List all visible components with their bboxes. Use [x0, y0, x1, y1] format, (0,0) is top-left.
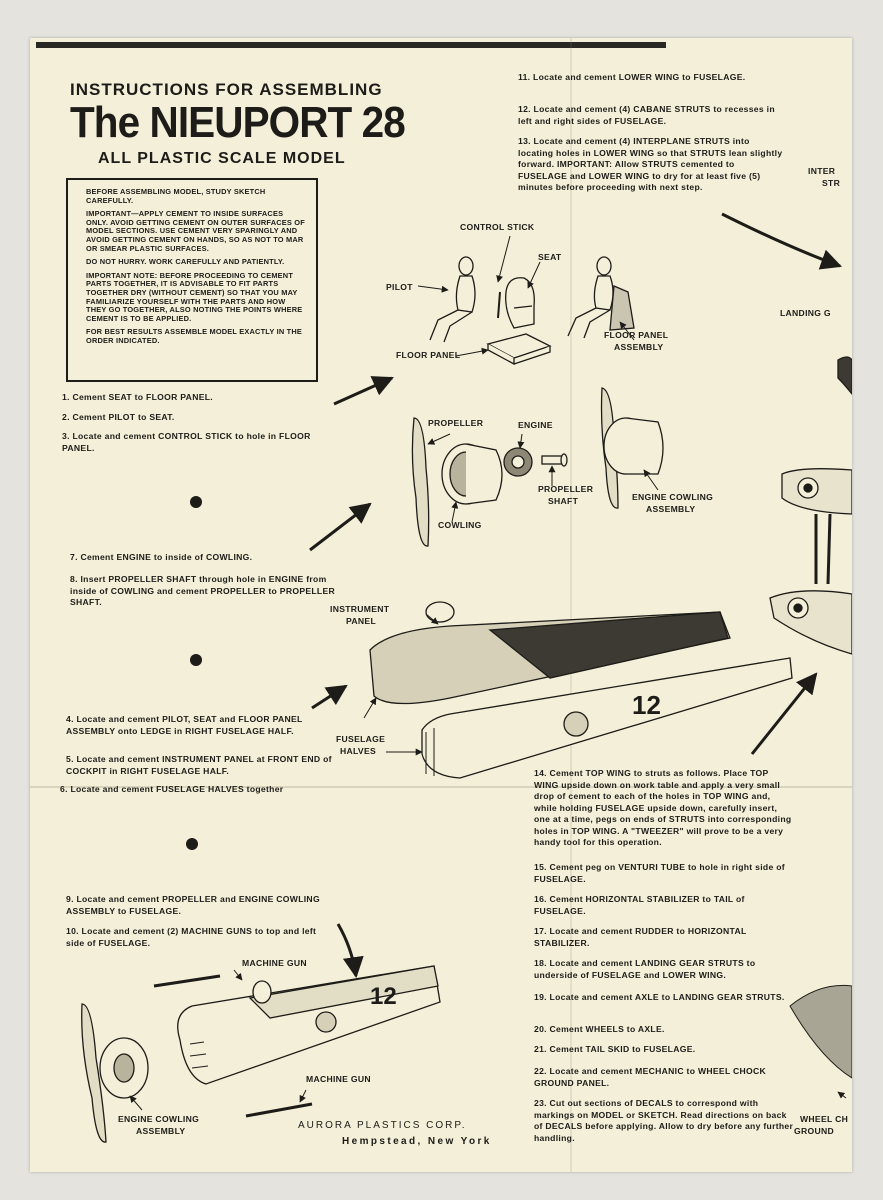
label-pilot: PILOT [386, 282, 413, 292]
page-title: The NIEUPORT 28 [70, 98, 405, 147]
assembly-illustrations [30, 38, 852, 1172]
step-18: 18. Locate and cement LANDING GEAR STRUTS to underside of FUSELAGE and LOWER WING. [534, 958, 756, 980]
sequence-arrow [338, 924, 356, 976]
note-paragraph: BEFORE ASSEMBLING MODEL, STUDY SKETCH CAREFULLY. [86, 187, 266, 205]
step-9: 9. Locate and cement PROPELLER and ENGINE COWLING ASSEMBLY to FUSELAGE. [66, 894, 320, 916]
biplane-partial [770, 357, 852, 654]
label-wheel-ch-cut-2: GROUND [794, 1126, 834, 1136]
sequence-arrow [312, 686, 346, 708]
engine-cowling-assembly [602, 388, 664, 508]
step-22: 22. Locate and cement MECHANIC to WHEEL CHOCK GROUND PANEL. [534, 1066, 767, 1088]
company-address: Hempstead, New York [342, 1136, 492, 1147]
label-instrument-panel: INSTRUMENT [330, 604, 390, 614]
label-propeller: PROPELLER [428, 418, 484, 428]
step-5: 5. Locate and cement INSTRUMENT PANEL at FRONT END of COCKPIT in RIGHT FUSELAGE HALF. [66, 754, 332, 776]
label-inter-cut-2: STR [822, 178, 841, 188]
floor-panel [488, 334, 550, 364]
completed-fuselage [178, 966, 440, 1084]
step-21: 21. Cement TAIL SKID to FUSELAGE. [534, 1044, 696, 1054]
label-cowling: COWLING [438, 520, 482, 530]
step-19: 19. Locate and cement AXLE to LANDING GEAR STRUTS. [534, 992, 785, 1002]
step-7: 7. Cement ENGINE to inside of COWLING. [70, 552, 253, 562]
step-1: 1. Cement SEAT to FLOOR PANEL. [62, 392, 213, 402]
label-engine-cowling-2: ASSEMBLY [646, 504, 696, 514]
sequence-arrow [334, 378, 392, 404]
step-8: 8. Insert PROPELLER SHAFT through hole in ENGINE from inside of COWLING and cement PROPELLER to PROPELLER SHAFT. [70, 574, 336, 607]
note-paragraph: IMPORTANT NOTE: BEFORE PROCEEDING TO CEMENT PARTS TOGETHER, IT IS ADVISABLE TO FIT PARTS TOGETHER DRY (WITHOUT CEMENT) SO THAT YOU MAY FAMILIARIZE YOURSELF WITH THE PARTS AND HOW THEY GO TOGETHER, ALSO NOTING THE POINTS WHERE CEMENT IS TO BE APPLIED. [86, 270, 303, 323]
step-13: 13. Locate and cement (4) INTERPLANE STRUTS into locating holes in LOWER WING so that STRUTS lean slightly forward. IMPORTANT: Allow STRUTS cemented to FUSELAGE and LOWER WING to dry for at least five (5) minutes before proceeding with next step. [518, 136, 783, 192]
label-machine-gun-bottom: MACHINE GUN [306, 1074, 371, 1084]
step-3: 3. Locate and cement CONTROL STICK to hole in FLOOR PANEL. [62, 431, 311, 453]
label-landing-g-cut: LANDING G [780, 308, 831, 318]
note-paragraph: FOR BEST RESULTS ASSEMBLE MODEL EXACTLY IN THE ORDER INDICATED. [86, 327, 303, 345]
label-floor-panel-assembly-2: ASSEMBLY [614, 342, 664, 352]
label-floor-panel: FLOOR PANEL [396, 350, 461, 360]
sequence-arrow [722, 214, 840, 266]
propeller [412, 418, 428, 546]
label-engine-cowling-bottom: ENGINE COWLING [118, 1114, 200, 1124]
propeller-shaft [542, 454, 567, 466]
step-20: 20. Cement WHEELS to AXLE. [534, 1024, 665, 1034]
label-fuselage-halves: FUSELAGE [336, 734, 386, 744]
label-machine-gun-top: MACHINE GUN [242, 958, 307, 968]
label-seat: SEAT [538, 252, 562, 262]
label-floor-panel-assembly: FLOOR PANEL [604, 330, 669, 340]
fuselage-halves [370, 602, 792, 778]
label-fuselage-halves-2: HALVES [340, 746, 377, 756]
step-23: 23. Cut out sections of DECALS to correspond with markings on MODEL or SKETCH. Read directions on back of DECALS before applying. Allow to dry before any further handling. [534, 1098, 794, 1143]
label-wheel-ch-cut: WHEEL CH [800, 1114, 849, 1124]
page-subtitle: ALL PLASTIC SCALE MODEL [98, 150, 346, 167]
step-11: 11. Locate and cement LOWER WING to FUSELAGE. [518, 72, 746, 82]
label-propeller-shaft: PROPELLER [538, 484, 594, 494]
cowling [442, 444, 502, 504]
step-6: 6. Locate and cement FUSELAGE HALVES together [60, 784, 284, 794]
note-paragraph: IMPORTANT—APPLY CEMENT TO INSIDE SURFACES ONLY. AVOID GETTING CEMENT ON OUTER SURFACES OF MODEL SECTIONS. USE CEMENT VERY SPARINGLY AND AVOID GETTING CEMENT ON HANDS, SO AS NOT TO MAR OR SMEAR PLASTIC SURFACES. [86, 209, 305, 253]
step-12: 12. Locate and cement (4) CABANE STRUTS to recesses in left and right sides of FUSELAGE. [518, 104, 775, 126]
control-stick [498, 292, 500, 318]
label-inter-cut: INTER [808, 166, 836, 176]
pilot-figure [430, 257, 475, 342]
label-engine-cowling-bottom-2: ASSEMBLY [136, 1126, 186, 1136]
label-instrument-panel-2: PANEL [346, 616, 376, 626]
floor-panel-assembly [568, 257, 634, 338]
seat [506, 278, 535, 328]
company-name: AURORA PLASTICS CORP. [298, 1120, 467, 1131]
step-10: 10. Locate and cement (2) MACHINE GUNS to top and left side of FUSELAGE. [66, 926, 317, 948]
note-paragraph: DO NOT HURRY. WORK CAREFULLY AND PATIENTLY. [86, 257, 285, 267]
wheel-chock-ground-panel [790, 985, 852, 1078]
step-15: 15. Cement peg on VENTURI TUBE to hole in right side of FUSELAGE. [534, 862, 785, 884]
fuselage-number: 12 [370, 983, 397, 1010]
header-line: INSTRUCTIONS FOR ASSEMBLING [70, 80, 383, 99]
step-2: 2. Cement PILOT to SEAT. [62, 412, 175, 422]
label-engine: ENGINE [518, 420, 553, 430]
instruction-sheet [30, 38, 852, 1172]
step-4: 4. Locate and cement PILOT, SEAT and FLOOR PANEL ASSEMBLY onto LEDGE in RIGHT FUSELAGE HALF. [66, 714, 303, 736]
label-propeller-shaft-2: SHAFT [548, 496, 579, 506]
step-16: 16. Cement HORIZONTAL STABILIZER to TAIL of FUSELAGE. [534, 894, 745, 916]
label-engine-cowling: ENGINE COWLING [632, 492, 714, 502]
label-control-stick: CONTROL STICK [460, 222, 535, 232]
engine [504, 448, 532, 476]
step-14: 14. Cement TOP WING to struts as follows. Place TOP WING upside down on work table and apply a very small drop of cement to each of the holes in TOP WING and, while holding FUSELAGE upside down, carefully insert, one at a time, pegs on ends of STRUTS into corresponding holes in TOP WING. A "TWEEZER" will prove to be a very handy tool for this operation. [534, 768, 792, 847]
fuselage-number: 12 [632, 690, 661, 720]
step-17: 17. Locate and cement RUDDER to HORIZONTAL STABILIZER. [534, 926, 747, 948]
sequence-arrow [310, 504, 370, 550]
